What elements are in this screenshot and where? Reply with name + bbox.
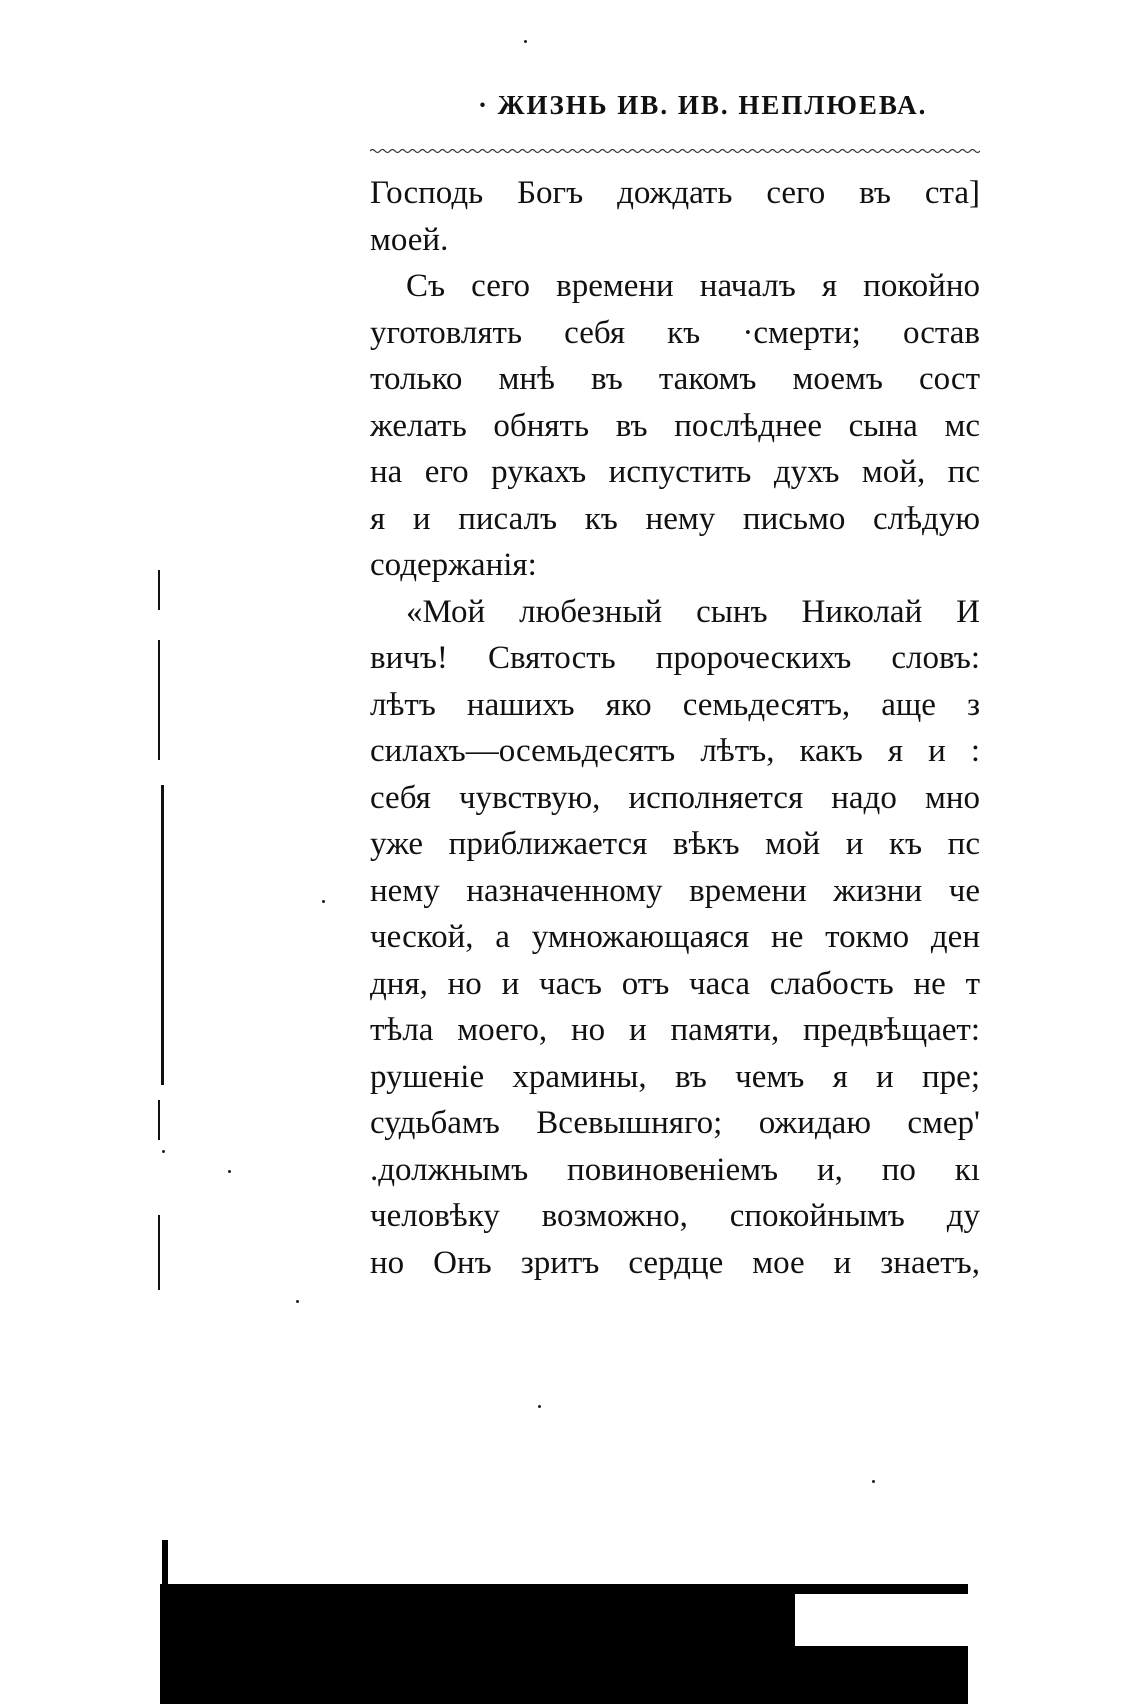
text-line: Съ сего времени началъ я покойно [406, 268, 980, 304]
scan-speck [872, 1480, 875, 1483]
text-line: но Онъ зритъ сердце мое и знаетъ, [370, 1244, 980, 1281]
text-line: ческой, а умножающаяся не токмо ден [370, 919, 980, 955]
scan-speck [162, 1150, 165, 1153]
scan-speck [538, 1405, 541, 1408]
text-line: тѣла моего, но и памяти, предвѣщает: [370, 1012, 980, 1048]
text-line: уготовлять себя къ ·смерти; остав [370, 314, 980, 351]
running-head: · ЖИЗНЬ ИВ. ИВ. НЕПЛЮЕВА. [478, 90, 928, 120]
gutter-edge-line [161, 785, 164, 1085]
text-line: только мнѣ въ такомъ моемъ сост [370, 361, 980, 397]
gutter-edge-line [158, 640, 160, 760]
text-line: рушеніе храмины, въ чемъ я и пре; [370, 1058, 980, 1095]
gutter-edge-line [158, 570, 160, 610]
text-line: уже приближается вѣкъ мой и къ пс [370, 826, 980, 862]
scan-speck [524, 40, 527, 43]
text-line: моей. [370, 221, 449, 258]
text-line: силахъ—осемьдесятъ лѣтъ, какъ я и : [370, 733, 980, 769]
scan-speck [296, 1300, 299, 1303]
gutter-edge-line [158, 1100, 160, 1140]
text-line: вичъ! Святость пророческихъ словъ: [370, 640, 980, 676]
text-line: человѣку возможно, спокойнымъ ду [370, 1198, 980, 1234]
decorative-rule [370, 148, 980, 154]
scan-speck [322, 900, 325, 903]
scan-dark-edge [162, 1540, 168, 1590]
scan-speck [228, 1170, 231, 1173]
text-line: содержанія: [370, 547, 537, 583]
text-line: лѣтъ нашихъ яко семьдесятъ, аще з [370, 686, 980, 723]
text-line: нему назначенному времени жизни че [370, 872, 980, 909]
text-line: Господь Богъ дождать сего въ ста] [370, 175, 980, 211]
text-line: «Мой любезный сынъ Николай И [406, 593, 980, 630]
scan-light-patch [795, 1594, 970, 1646]
gutter-edge-line [158, 1215, 160, 1290]
text-line: себя чувствую, исполняется надо мно [370, 779, 980, 816]
text-line: я и писалъ къ нему письмо слѣдую [370, 500, 980, 537]
body-text [370, 170, 980, 1286]
text-line: судьбамъ Всевышняго; ожидаю смер' [370, 1105, 980, 1141]
text-line: на его рукахъ испустить духъ мой, пс [370, 454, 980, 490]
text-line: дня, но и часъ отъ часа слабость не т [370, 965, 980, 1002]
text-line: желать обнять въ послѣднее сына мс [370, 407, 980, 444]
text-line: .должнымъ повиновеніемъ и, по кı [370, 1151, 980, 1188]
